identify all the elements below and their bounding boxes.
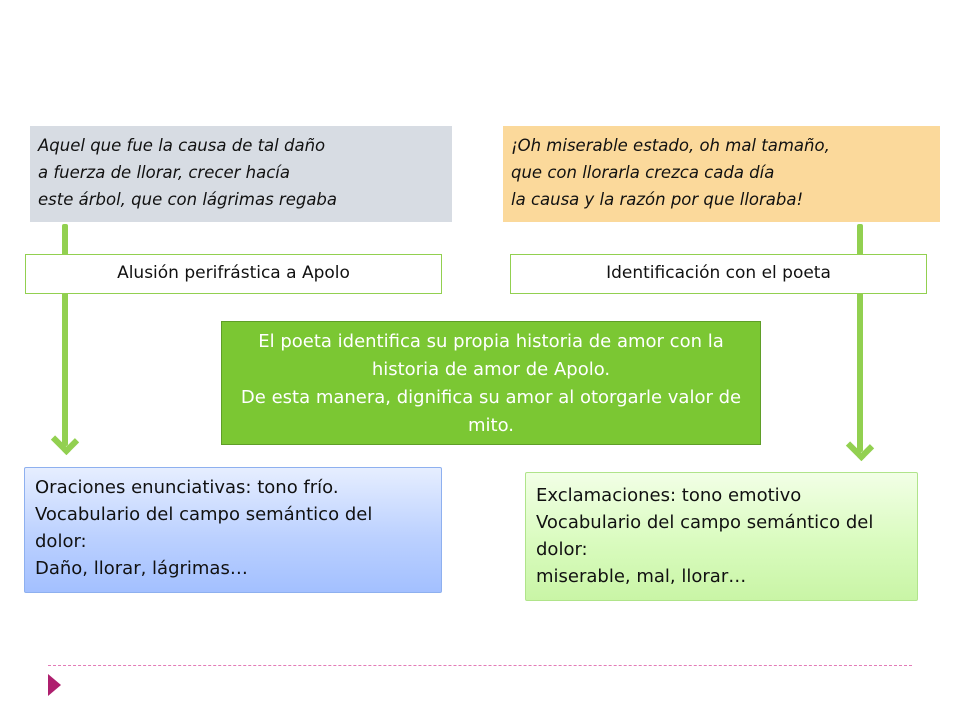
quote-line: que con llorarla crezca cada día — [511, 163, 775, 182]
analysis-line: Exclamaciones: tono emotivo — [536, 485, 802, 506]
analysis-line: Daño, llorar, lágrimas… — [35, 558, 248, 579]
analysis-line: miserable, mal, llorar… — [536, 566, 747, 587]
quote-box-right — [503, 126, 940, 222]
footer-divider — [48, 665, 912, 666]
quote-line: a fuerza de llorar, crecer hacía — [38, 163, 290, 182]
analysis-box-left — [24, 467, 442, 593]
conclusion-line: De esta manera, dignifica su amor al otorgarle valor de mito. — [240, 387, 742, 436]
arrow-head — [846, 433, 874, 461]
quote-line: la causa y la razón por que lloraba! — [511, 190, 804, 209]
arrow-head — [51, 427, 79, 455]
analysis-line: dolor: — [536, 539, 588, 560]
analysis-line: dolor: — [35, 531, 87, 552]
label-poet-identification: Identificación con el poeta — [510, 254, 927, 294]
analysis-line: Vocabulario del campo semántico del — [35, 504, 373, 525]
analysis-line: Vocabulario del campo semántico del — [536, 512, 874, 533]
analysis-box-right — [525, 472, 918, 601]
quote-line: ¡Oh miserable estado, oh mal tamaño, — [511, 136, 830, 155]
quote-line: este árbol, que con lágrimas regaba — [38, 190, 338, 209]
analysis-line: Oraciones enunciativas: tono frío. — [35, 477, 339, 498]
label-apolo-allusion: Alusión perifrástica a Apolo — [25, 254, 442, 294]
slide-marker-icon — [48, 674, 61, 696]
quote-box-left — [30, 126, 452, 222]
center-conclusion-box — [221, 321, 761, 445]
conclusion-line: El poeta identifica su propia historia de amor con la historia de amor de Apolo. — [258, 331, 724, 380]
quote-line: Aquel que fue la causa de tal daño — [38, 136, 326, 155]
